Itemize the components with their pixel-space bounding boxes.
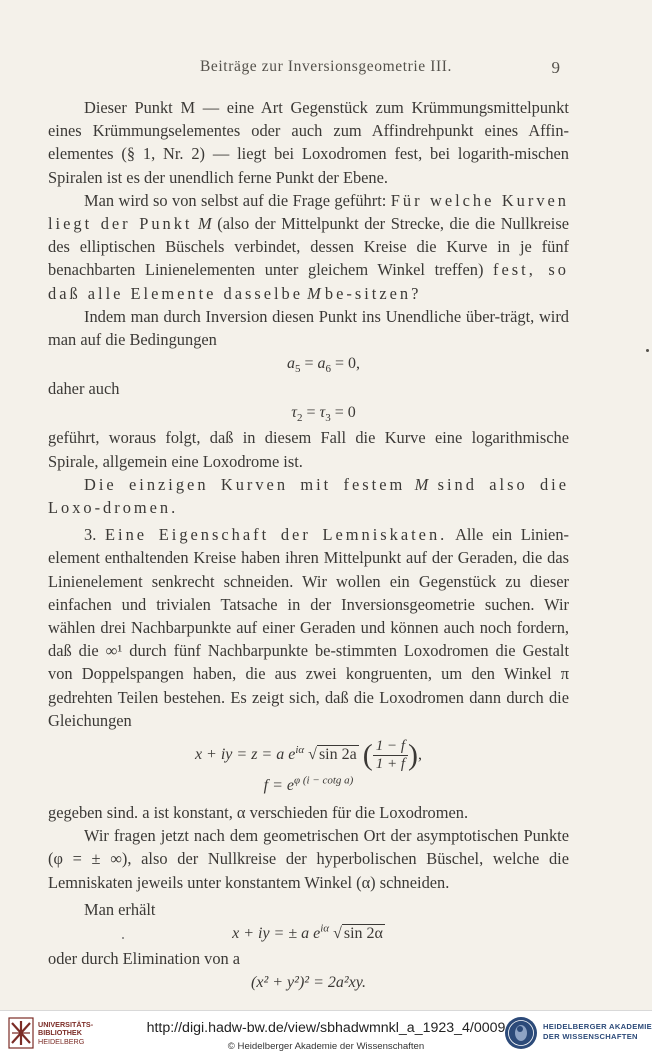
academy-seal-icon	[503, 1015, 539, 1051]
paragraph-9: Man erhält	[84, 899, 156, 919]
formula-a5-a6: $a_5 = a_6 = 0$,	[286, 355, 361, 376]
page-header	[0, 58, 652, 82]
page-number: 9	[551, 58, 560, 77]
body-text	[48, 96, 569, 996]
paragraph-10: oder durch Elimination von a	[48, 949, 241, 969]
formula-loxodrome: x + iy = z = a $e^{i\alpha}$ √ sin 2a ( $\frac{1 - f}{1 + f}$ ),	[194, 738, 423, 773]
paragraph-4: geführt, woraus folgt, daß in diesem Fall die Kurve eine logarithmische Spirale, allgemein eine Loxodrome ist.	[48, 428, 569, 471]
copyright-notice: © Heidelberger Akademie der Wissenschaften	[227, 1041, 425, 1052]
running-title: Beiträge zur Inversionsgeometrie III.	[199, 58, 453, 75]
formula-asymptotic: x + iy = ± a $e^{i\alpha}$ √ sin 2α	[232, 922, 383, 943]
paragraph-1: Dieser Punkt M — eine Art Gegenstück zum Krümmungsmittelpunkt eines Krümmungselementes oder auch zum Affindrehpunkt eines Affin-elementes (§ 1, Nr. 2) — liegt bei Loxodromen fest, bei logarith-mischen Spiralen ist es der unendlich ferne Punkt der Ebene.	[48, 98, 569, 187]
paragraph-6: 3. Eine Eigenschaft der Lemniskaten. Alle ein Linien-element enthaltenden Kreise haben ihren Mittelpunkt auf der Geraden, die das Linienelement senkrecht schneiden. Wir wollen ein Gegenstück zu dieser einfachen und trivialen Tatsache in der Inversionsgeometrie suchen. Wir wählen drei Nachbarpunkte auf einer Geraden und können auch noch fordern, daß die ∞¹ durch fünf Nachbarpunkte be-stimmten Loxodromen die Gestalt von Doppelspangen haben, die aus zwei kongruenten, um den Winkel π gedrehten Teilen bestehen. Es zeigt sich, daß die Loxodromen dann durch die Gleichungen	[48, 525, 569, 730]
university-library-name: UNIVERSITÄTS- BIBLIOTHEK HEIDELBERG	[38, 1020, 94, 1046]
margin-mark	[646, 349, 649, 352]
paragraph-7: gegeben sind. a ist konstant, α verschieden für die Loxodromen.	[48, 803, 469, 823]
permalink[interactable]: http://digi.hadw-bw.de/view/sbhadwmnkl_a_1923_4/0009	[146, 1020, 506, 1036]
formula-lemniscate: (x² + y²)² = 2a²xy.	[251, 974, 366, 992]
paragraph-3: Indem man durch Inversion diesen Punkt ins Unendliche über-trägt, wird man auf die Bedingungen	[48, 306, 569, 350]
paragraph-8: Wir fragen jetzt nach dem geometrischen Ort der asymptotischen Punkte (φ = ± ∞), also der Nullkreise der hyperbolischen Büschel, welche die Lemniskaten jeweils unter konstantem Winkel (α) schneiden.	[48, 826, 569, 892]
daher-auch: daher auch	[48, 379, 120, 399]
viewer-footer	[0, 1010, 652, 1055]
formula-f: $f = e^{\varphi (i - cotg a)}$	[263, 774, 354, 795]
paragraph-5: Die einzigen Kurven mit festem M sind also die Loxo-dromen.	[48, 474, 569, 518]
academy-name: HEIDELBERGER AKADEMIE DER WISSENSCHAFTEN	[543, 1022, 652, 1041]
paragraph-2: Man wird so von selbst auf die Frage geführt: Für welche Kurven liegt der Punkt M (also der Mittelpunkt der Strecke, die die Nullkreise des elliptischen Büschels verbindet, dessen Kreise die Kurve in je fünf benachbarten Linienelementen unter gleichem Winkel treffen) fest, so daß alle Elemente dasselbe M be-sitzen?	[48, 190, 569, 303]
section-heading: Eine Eigenschaft der Lemniskaten.	[105, 525, 448, 545]
spaced-question: Für welche Kurven liegt der Punkt	[48, 190, 569, 234]
scan-speck	[122, 937, 124, 939]
formula-tau: $\tau_2 = \tau_3 = 0$	[291, 404, 356, 425]
